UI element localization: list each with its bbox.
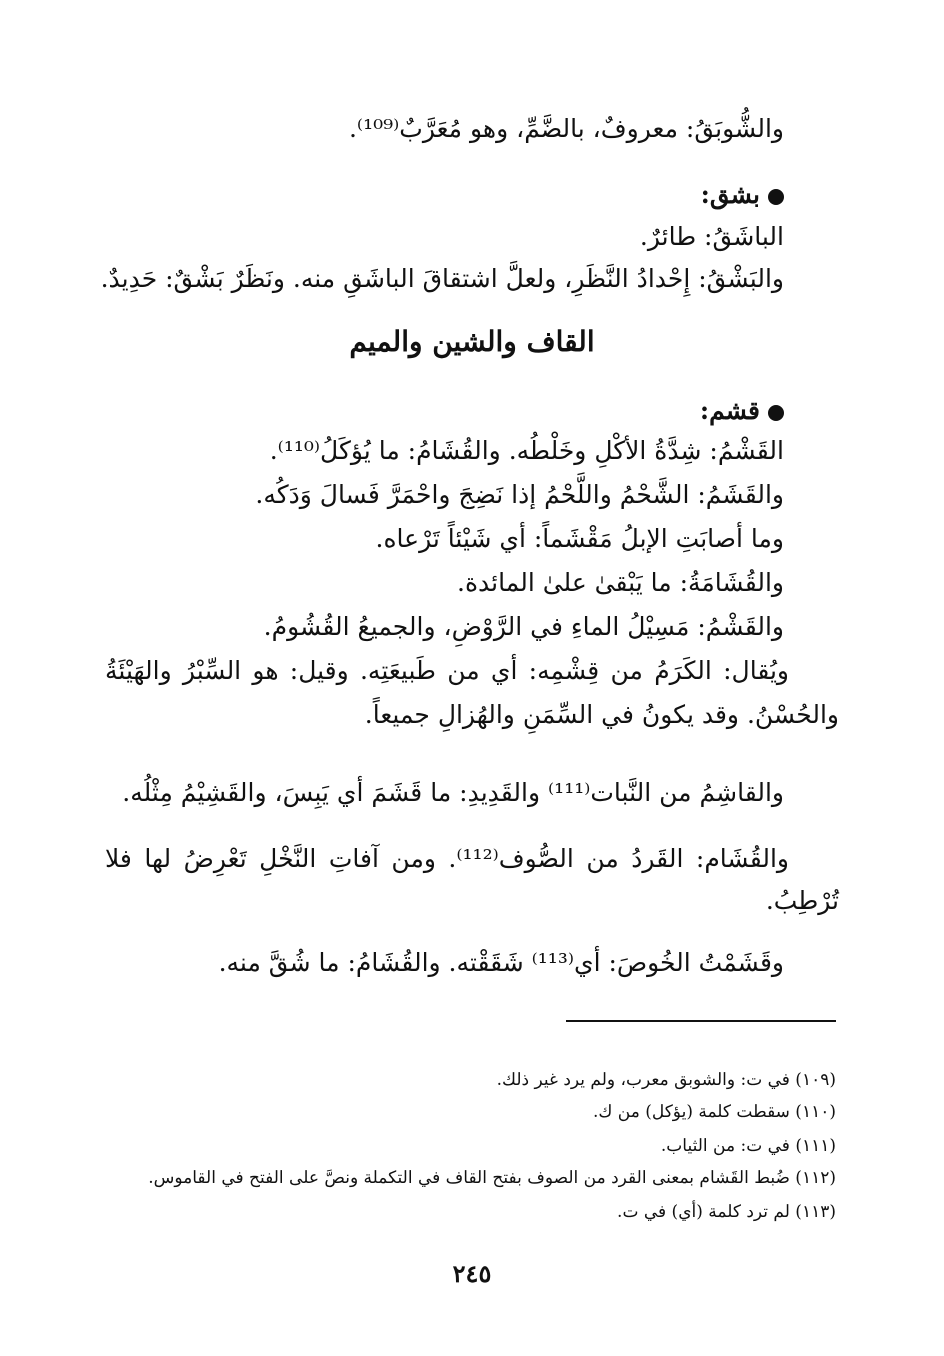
footnote-separator [566, 1020, 836, 1022]
footnote-113: (١١٣) لم ترد كلمة (أي) في ت. [617, 1202, 836, 1222]
page-number: ٢٤٥ [452, 1259, 492, 1288]
entry-qasham-7: والقاشِمُ من النَّبات⁽¹¹¹⁾ والقَدِيدِ: ما قَشَمَ أي يَبِسَ، والقَشِيْمُ مِثْلُه. [122, 778, 784, 807]
entry-qasham-5: والقَشْمُ: مَسِيْلُ الماءِ في الرَّوْضِ، والجميعُ القُشُومُ. [263, 612, 784, 641]
footnote-109: (١٠٩) في ت: والشوبق معرب، ولم يرد غير ذلك. [496, 1070, 836, 1090]
headword-qasham-text: قشم: [699, 396, 760, 425]
headword-bashaq-text: بشق: [700, 180, 760, 209]
headword-qasham [700, 394, 784, 428]
footnote-111: (١١١) في ت: من الثياب. [660, 1136, 836, 1156]
bullet-icon [768, 405, 784, 421]
entry-shawbaq: والشُّوبَقُ: معروفٌ، بالضَّمِّ، وهو مُعَرَّبٌ⁽¹⁰⁹⁾. [348, 114, 784, 143]
headword-bashaq [701, 178, 784, 212]
entry-qasham-4: والقُشَامَةُ: ما يَبْقىٰ علىٰ المائدة. [457, 568, 784, 597]
entry-qasham-6b: والحُسْنُ. وقد يكونُ في السِّمَنِ والهُزالِ جميعاً. [364, 700, 839, 729]
entry-qasham-8b: تُرْطِبُ. [765, 886, 839, 915]
entry-bashaq-2: والبَشْقُ: إِحْدادُ النَّظَرِ، ولعلَّ اشتقاقَ الباشَقِ منه. ونَظَرٌ بَشْقٌ: حَدِيدٌ. [100, 264, 784, 293]
entry-qasham-6a: ويُقال: الكَرَمُ من قِشْمِه: أي من طَبيعَتِه. وقيل: هو السِّبْرُ والهَيْئَةُ [105, 656, 789, 685]
entry-bashaq-1: الباشَقُ: طائرٌ. [639, 222, 784, 251]
footnote-110: (١١٠) سقطت كلمة (يؤكل) من ك. [592, 1102, 836, 1122]
section-title: القاف والشين والميم [349, 325, 595, 358]
entry-qasham-2: والقَشَمُ: الشَّحْمُ واللَّحْمُ إذا نَضِجَ واحْمَرَّ فَسالَ وَدَكُه. [255, 480, 784, 509]
entry-qasham-3: وما أصابَتِ الإبلُ مَقْشَماً: أي شَيْئاً تَرْعاه. [375, 524, 784, 553]
entry-qasham-8a: والقُشَام: القَردُ من الصُّوف⁽¹¹²⁾. ومن آفاتِ النَّخْلِ تَعْرِضُ لها فلا [105, 844, 790, 873]
entry-qasham-1: القَشْمُ: شِدَّةُ الأكْلِ وخَلْطُه. والقُشَامُ: ما يُؤكَلُ⁽¹¹⁰⁾. [269, 436, 784, 465]
entry-qasham-9: وقَشَمْتُ الخُوصَ: أي⁽¹¹³⁾ شَقَقْته. والقُشَامُ: ما شُقَّ منه. [218, 948, 784, 977]
bullet-icon [768, 189, 784, 205]
footnote-112: (١١٢) ضُبط القَشام بمعنى القرد من الصوف بفتح القاف في التكملة ونصَّ على الفتح في القاموس. [148, 1168, 836, 1188]
